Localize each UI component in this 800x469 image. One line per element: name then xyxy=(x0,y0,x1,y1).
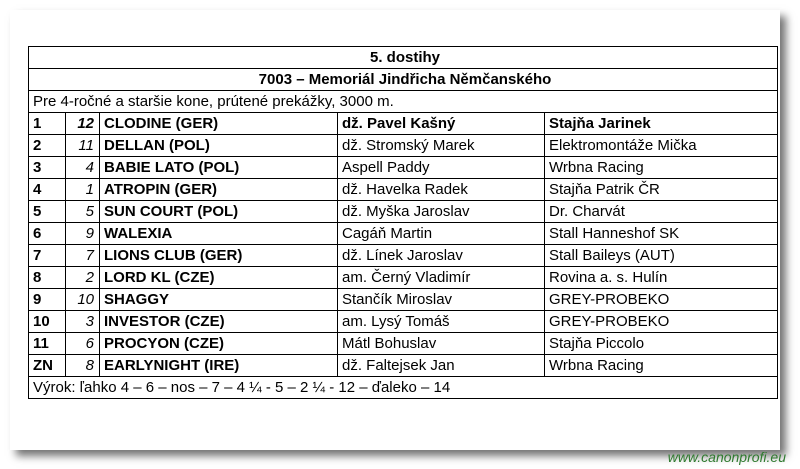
start-number-cell: 8 xyxy=(66,355,100,377)
result-row xyxy=(29,113,778,135)
start-number-cell: 10 xyxy=(66,289,100,311)
place-cell: 8 xyxy=(29,267,66,289)
owner-cell: Stajňa Jarinek xyxy=(545,113,778,135)
start-number-cell: 11 xyxy=(66,135,100,157)
horse-name-cell: EARLYNIGHT (IRE) xyxy=(100,355,338,377)
owner-cell: Rovina a. s. Hulín xyxy=(545,267,778,289)
start-number-cell: 7 xyxy=(66,245,100,267)
jockey-cell: dž. Faltejsek Jan xyxy=(338,355,545,377)
race-verdict: Výrok: ľahko 4 – 6 – nos – 7 – 4 ¼ - 5 – 2 ¼ - 12 – ďaleko – 14 xyxy=(29,377,778,399)
owner-cell: Wrbna Racing xyxy=(545,157,778,179)
jockey-cell: Stančík Miroslav xyxy=(338,289,545,311)
owner-cell: Stall Hanneshof SK xyxy=(545,223,778,245)
result-row xyxy=(29,179,778,201)
horse-name-cell: WALEXIA xyxy=(100,223,338,245)
race-name-row xyxy=(29,69,778,91)
place-cell: 5 xyxy=(29,201,66,223)
place-cell: 4 xyxy=(29,179,66,201)
race-title-row xyxy=(29,47,778,69)
result-row xyxy=(29,333,778,355)
start-number-cell: 9 xyxy=(66,223,100,245)
horse-name-cell: PROCYON (CZE) xyxy=(100,333,338,355)
start-number-cell: 4 xyxy=(66,157,100,179)
race-results-table xyxy=(28,46,778,399)
place-cell: 3 xyxy=(29,157,66,179)
start-number-cell: 6 xyxy=(66,333,100,355)
owner-cell: Stajňa Patrik ČR xyxy=(545,179,778,201)
place-cell: 11 xyxy=(29,333,66,355)
horse-name-cell: LIONS CLUB (GER) xyxy=(100,245,338,267)
horse-name-cell: SUN COURT (POL) xyxy=(100,201,338,223)
result-row xyxy=(29,135,778,157)
result-row xyxy=(29,223,778,245)
place-cell: 10 xyxy=(29,311,66,333)
result-row xyxy=(29,289,778,311)
race-conditions: Pre 4-ročné a staršie kone, prútené prekážky, 3000 m. xyxy=(29,91,778,113)
start-number-cell: 3 xyxy=(66,311,100,333)
place-cell: 2 xyxy=(29,135,66,157)
jockey-cell: dž. Línek Jaroslav xyxy=(338,245,545,267)
result-row xyxy=(29,245,778,267)
jockey-cell: dž. Stromský Marek xyxy=(338,135,545,157)
watermark-text: www.canonprofi.eu xyxy=(667,449,786,465)
race-conditions-row xyxy=(29,91,778,113)
horse-name-cell: INVESTOR (CZE) xyxy=(100,311,338,333)
jockey-cell: Cagáň Martin xyxy=(338,223,545,245)
owner-cell: GREY-PROBEKO xyxy=(545,289,778,311)
horse-name-cell: LORD KL (CZE) xyxy=(100,267,338,289)
jockey-cell: Mátl Bohuslav xyxy=(338,333,545,355)
owner-cell: GREY-PROBEKO xyxy=(545,311,778,333)
horse-name-cell: SHAGGY xyxy=(100,289,338,311)
owner-cell: Dr. Charvát xyxy=(545,201,778,223)
start-number-cell: 2 xyxy=(66,267,100,289)
result-row xyxy=(29,201,778,223)
jockey-cell: dž. Myška Jaroslav xyxy=(338,201,545,223)
result-row xyxy=(29,267,778,289)
horse-name-cell: DELLAN (POL) xyxy=(100,135,338,157)
place-cell: 7 xyxy=(29,245,66,267)
jockey-cell: dž. Pavel Kašný xyxy=(338,113,545,135)
result-row xyxy=(29,311,778,333)
owner-cell: Wrbna Racing xyxy=(545,355,778,377)
horse-name-cell: CLODINE (GER) xyxy=(100,113,338,135)
verdict-row xyxy=(29,377,778,399)
owner-cell: Stall Baileys (AUT) xyxy=(545,245,778,267)
place-cell: ZN xyxy=(29,355,66,377)
jockey-cell: am. Lysý Tomáš xyxy=(338,311,545,333)
owner-cell: Stajňa Piccolo xyxy=(545,333,778,355)
jockey-cell: am. Černý Vladimír xyxy=(338,267,545,289)
place-cell: 9 xyxy=(29,289,66,311)
place-cell: 6 xyxy=(29,223,66,245)
horse-name-cell: ATROPIN (GER) xyxy=(100,179,338,201)
race-name: 7003 – Memoriál Jindřicha Němčanského xyxy=(29,69,778,91)
start-number-cell: 5 xyxy=(66,201,100,223)
start-number-cell: 12 xyxy=(66,113,100,135)
owner-cell: Elektromontáže Mička xyxy=(545,135,778,157)
place-cell: 1 xyxy=(29,113,66,135)
jockey-cell: dž. Havelka Radek xyxy=(338,179,545,201)
race-number-title: 5. dostihy xyxy=(29,47,778,69)
horse-name-cell: BABIE LATO (POL) xyxy=(100,157,338,179)
result-row xyxy=(29,157,778,179)
jockey-cell: Aspell Paddy xyxy=(338,157,545,179)
start-number-cell: 1 xyxy=(66,179,100,201)
result-rows xyxy=(29,113,778,377)
result-row xyxy=(29,355,778,377)
